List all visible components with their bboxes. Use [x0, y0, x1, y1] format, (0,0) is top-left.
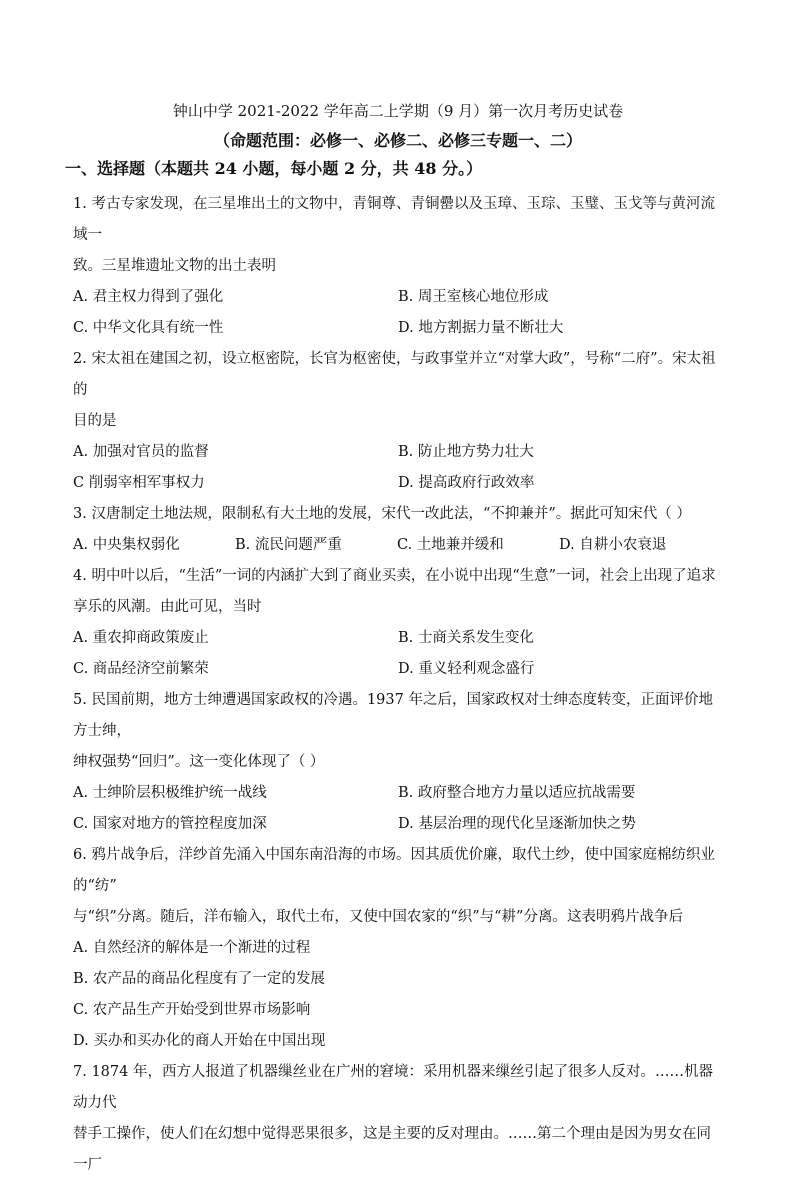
option-d: D. 基层治理的现代化呈逐渐加快之势: [398, 816, 636, 832]
question-stem-line: 1. 考古专家发现，在三星堆出土的文物中，青铜尊、青铜罍以及玉璋、玉琮、玉璧、玉戈等与黄河流域一: [73, 196, 715, 243]
option-a: A. 加强对官员的监督: [73, 444, 209, 460]
option-a: A. 自然经济的解体是一个渐进的过程: [73, 940, 311, 956]
option-c: C. 国家对地方的管控程度加深: [73, 816, 267, 832]
question-stem-line: 2. 宋太祖在建国之初，设立枢密院，长官为枢密使，与政事堂并立“对掌大政”，号称“二府”。宋太祖的: [73, 351, 716, 398]
question-stem-line: 目的是: [73, 413, 117, 429]
option-b: B. 流民问题严重: [235, 537, 342, 553]
option-c: C. 商品经济空前繁荣: [73, 661, 209, 677]
question-7: [73, 1057, 723, 1181]
question-stem-line: 6. 鸦片战争后，洋纱首先涌入中国东南沿海的市场。因其质优价廉，取代土纱，使中国家庭棉纺织业的“纺”: [73, 847, 715, 894]
section-heading: 一、选择题（本题共 24 小题，每小题 2 分，共 48 分。）: [65, 159, 483, 178]
exam-scope: （命题范围：必修一、必修二、必修三专题一、二）: [213, 131, 582, 150]
option-b: B. 周王室核心地位形成: [398, 289, 549, 305]
option-a: A. 重农抑商政策废止: [73, 630, 209, 646]
option-d: D. 提高政府行政效率: [398, 475, 535, 491]
question-stem-line: 与“织”分离。随后，洋布输入，取代土布，又使中国农家的“织”与“耕”分离。这表明鸦片战争后: [73, 909, 683, 925]
option-a: A. 士绅阶层积极维护统一战线: [73, 785, 267, 801]
exam-page: [65, 100, 723, 1181]
option-c: C. 农产品生产开始受到世界市场影响: [73, 1002, 311, 1018]
option-b: B. 农产品的商品化程度有了一定的发展: [73, 971, 325, 987]
question-6: [73, 840, 723, 1057]
option-b: B. 士商关系发生变化: [398, 630, 534, 646]
question-stem-line: 5. 民国前期，地方士绅遭遇国家政权的冷遇。1937 年之后，国家政权对士绅态度转变，正面评价地方士绅，: [73, 692, 713, 739]
question-stem-line: 致。三星堆遗址文物的出土表明: [73, 258, 276, 274]
option-d: D. 重义轻利观念盛行: [398, 661, 535, 677]
question-stem-line: 4. 明中叶以后，“生活”一词的内涵扩大到了商业买卖，在小说中出现“生意”一词，社会上出现了追求: [73, 568, 716, 584]
option-d: D. 买办和买办化的商人开始在中国出现: [73, 1033, 326, 1049]
option-d: D. 地方割据力量不断壮大: [398, 320, 564, 336]
question-2: [73, 344, 723, 499]
question-stem-line: 绅权强势“回归”。这一变化体现了（ ）: [73, 754, 325, 770]
option-a: A. 君主权力得到了强化: [73, 289, 224, 305]
option-c: C 削弱宰相军事权力: [73, 475, 205, 491]
option-b: B. 防止地方势力壮大: [398, 444, 534, 460]
question-1: [73, 189, 723, 344]
question-stem-line: 替手工操作，使人们在幻想中觉得恶果很多，这是主要的反对理由。……第二个理由是因为男女在同一厂: [73, 1126, 711, 1173]
option-b: B. 政府整合地方力量以适应抗战需要: [398, 785, 636, 801]
question-3: [73, 499, 723, 561]
question-stem-line: 享乐的风潮。由此可见，当时: [73, 599, 262, 615]
question-stem-line: 3. 汉唐制定土地法规，限制私有大土地的发展，宋代一改此法，“不抑兼并”。据此可知宋代（ ）: [73, 506, 691, 522]
option-a: A. 中央集权弱化: [73, 537, 180, 553]
option-c: C. 土地兼并缓和: [397, 537, 504, 553]
question-5: [73, 685, 723, 840]
option-d: D. 自耕小农衰退: [559, 537, 667, 553]
question-4: [73, 561, 723, 685]
question-stem-line: 7. 1874 年，西方人报道了机器缫丝业在广州的窘境：采用机器来缫丝引起了很多人反对。……机器动力代: [73, 1064, 713, 1111]
exam-title: 钟山中学 2021-2022 学年高二上学期（9 月）第一次月考历史试卷: [172, 102, 624, 120]
option-c: C. 中华文化具有统一性: [73, 320, 224, 336]
